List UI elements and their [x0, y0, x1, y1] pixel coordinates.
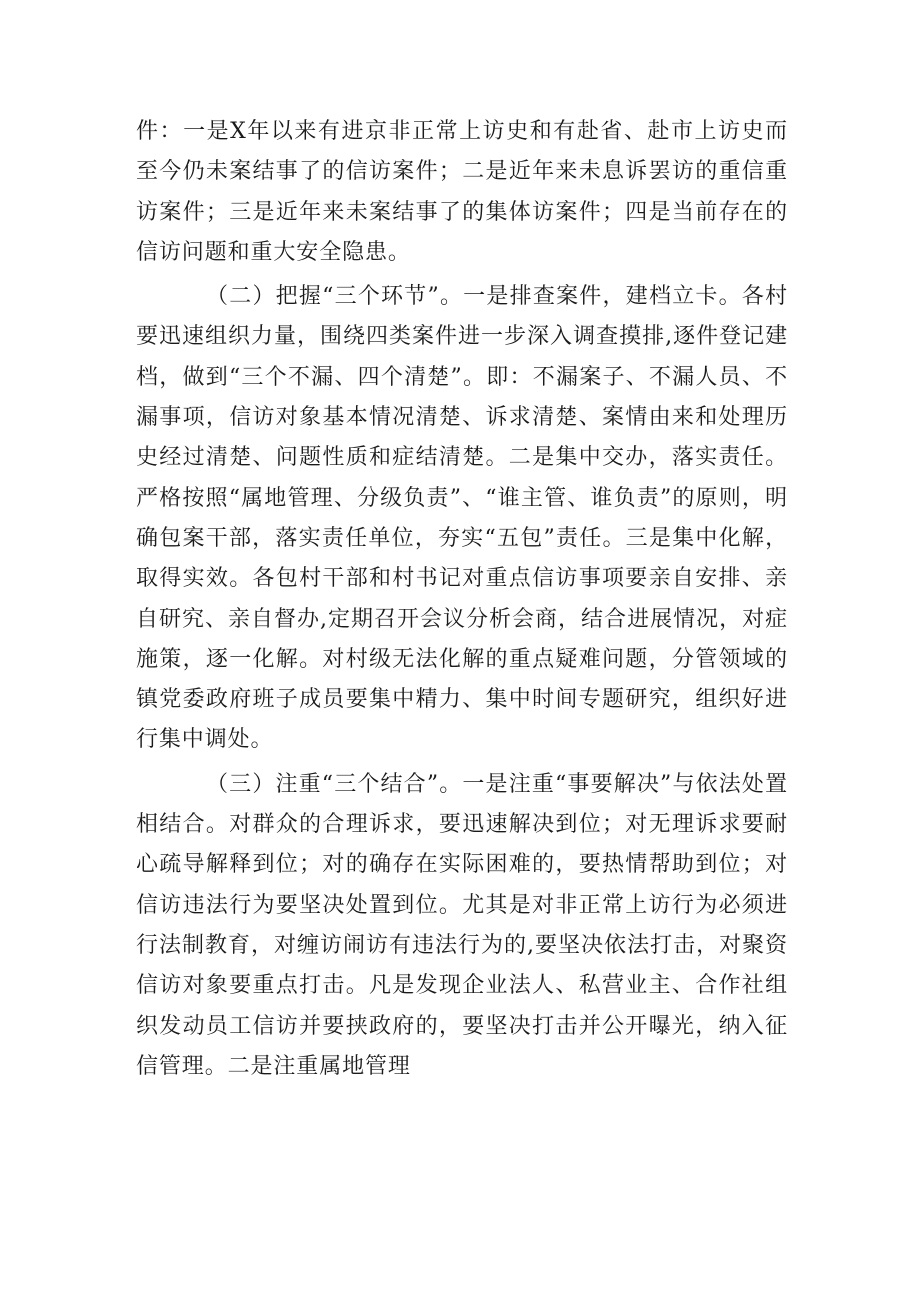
paragraph-continued-case-types: 件：一是X年以来有进京非正常上访史和有赴省、赴市上访史而至今仍未案结事了的信访案件；二是近年来未息诉罢访的重信重访案件；三是近年来未案结事了的集体访案件；四是当前存在的信访问题和重大安全隐患。 [136, 119, 788, 265]
paragraph-three-combinations: （三）注重“三个结合”。一是注重“事要解决”与依法处置相结合。对群众的合理诉求，要迅速解决到位；对无理诉求要耐心疏导解释到位；对的确存在实际困难的，要热情帮助到位；对信访违法行为要坚决处置到位。尤其是对非正常上访行为必须进行法制教育，对缠访闹访有违法行为的,要坚决依法打击，对聚资信访对象要重点打击。凡是发现企业法人、私营业主、合作社组织发动员工信访并要挟政府的，要坚决打击并公开曝光，纳入征信管理。二是注重属地管理 [136, 771, 788, 1079]
document-body [136, 112, 788, 1087]
paragraph-three-links: （二）把握“三个环节”。一是排查案件，建档立卡。各村要迅速组织力量，围绕四类案件进一步深入调查摸排,逐件登记建档，做到“三个不漏、四个清楚”。即：不漏案子、不漏人员、不漏事项，信访对象基本情况清楚、诉求清楚、案情由来和处理历史经过清楚、问题性质和症结清楚。二是集中交办，落实责任。严格按照“属地管理、分级负责”、“谁主管、谁负责”的原则，明确包案干部，落实责任单位，夯实“五包”责任。三是集中化解，取得实效。各包村干部和村书记对重点信访事项要亲自安排、亲自研究、亲自督办,定期召开会议分析会商，结合进展情况，对症施策，逐一化解。对村级无法化解的重点疑难问题，分管领域的镇党委政府班子成员要集中精力、集中时间专题研究，组织好进行集中调处。 [136, 284, 788, 753]
